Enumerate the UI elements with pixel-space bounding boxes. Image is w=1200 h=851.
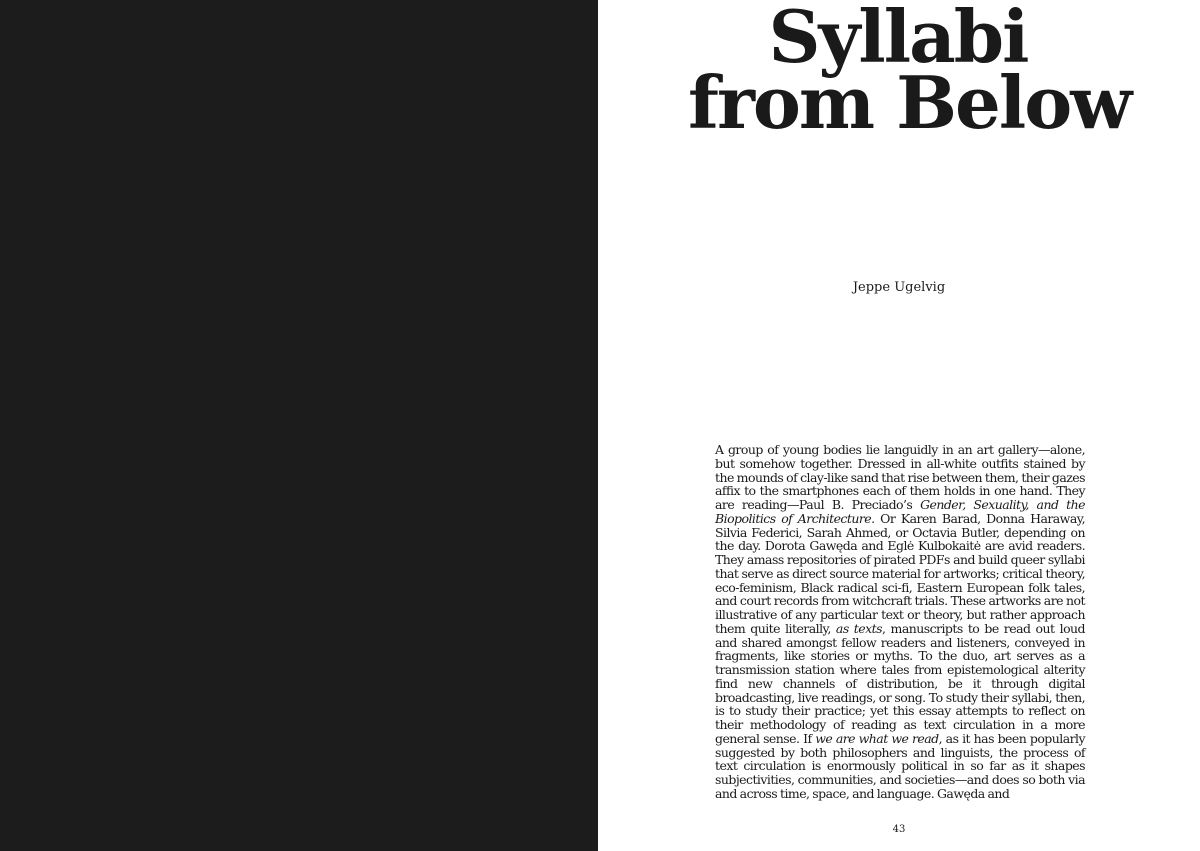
book-title-italic: Gender, Sexuality, and the Biopolitics of Architecture [715, 497, 1085, 526]
chapter-title-line-2: from Below [688, 60, 1131, 145]
body-paragraph [715, 443, 1085, 801]
right-page [598, 0, 1200, 851]
chapter-title [688, 0, 1131, 145]
emphasis-italic: we are what we read [815, 730, 939, 746]
chapter-title-line-1: Syllabi [768, 0, 1028, 79]
emphasis-italic: as texts [835, 620, 882, 636]
author-name: Jeppe Ugelvig [852, 280, 946, 295]
page-number: 43 [892, 824, 906, 835]
body-text-segment: . Or Karen Barad, Donna Haraway, Silvia Federici, Sarah Ahmed, or Octavia Butler, depending on the day. Dorota Gawęda and Eglė Kulbokaitė are avid readers. They amass repositories of pirated PDFs and build queer syllabi that serve as direct source material for artworks; critical theory, eco-feminism, Black radical sci-fi, Eastern European folk tales, and court records from witchcraft trials. These artworks are not illustrative of any particular text or theory, but rather approach them quite literally, [715, 510, 1085, 636]
body-text [715, 443, 1085, 801]
body-text-segment: , manuscripts to be read out loud and shared amongst fellow readers and listeners, conveyed in fragments, like stories or myths. To the duo, art serves as a transmission station where tales from epistemological alterity find new channels of distribution, be it through digital broadcasting, live readings, or song. To study their syllabi, then, is to study their practice; yet this essay attempts to reflect on their methodology of reading as text circulation in a more general sense. If [715, 620, 1085, 746]
body-text-segment: A group of young bodies lie languidly in an art gallery—alone, but somehow together. Dressed in all-white outfits stained by the mounds of clay-like sand that rise between them, their gazes affix to the smartphones each of them holds in one hand. They are reading—Paul B. Preciado’s [715, 442, 1085, 512]
left-page-black-panel [0, 0, 598, 851]
body-text-segment: , as it has been popularly suggested by both philosophers and linguists, the process of text circulation is enormously political in so far as it shapes subjectivities, communities, and societies—and does so both via and across time, space, and language. Gawęda and [715, 730, 1085, 801]
